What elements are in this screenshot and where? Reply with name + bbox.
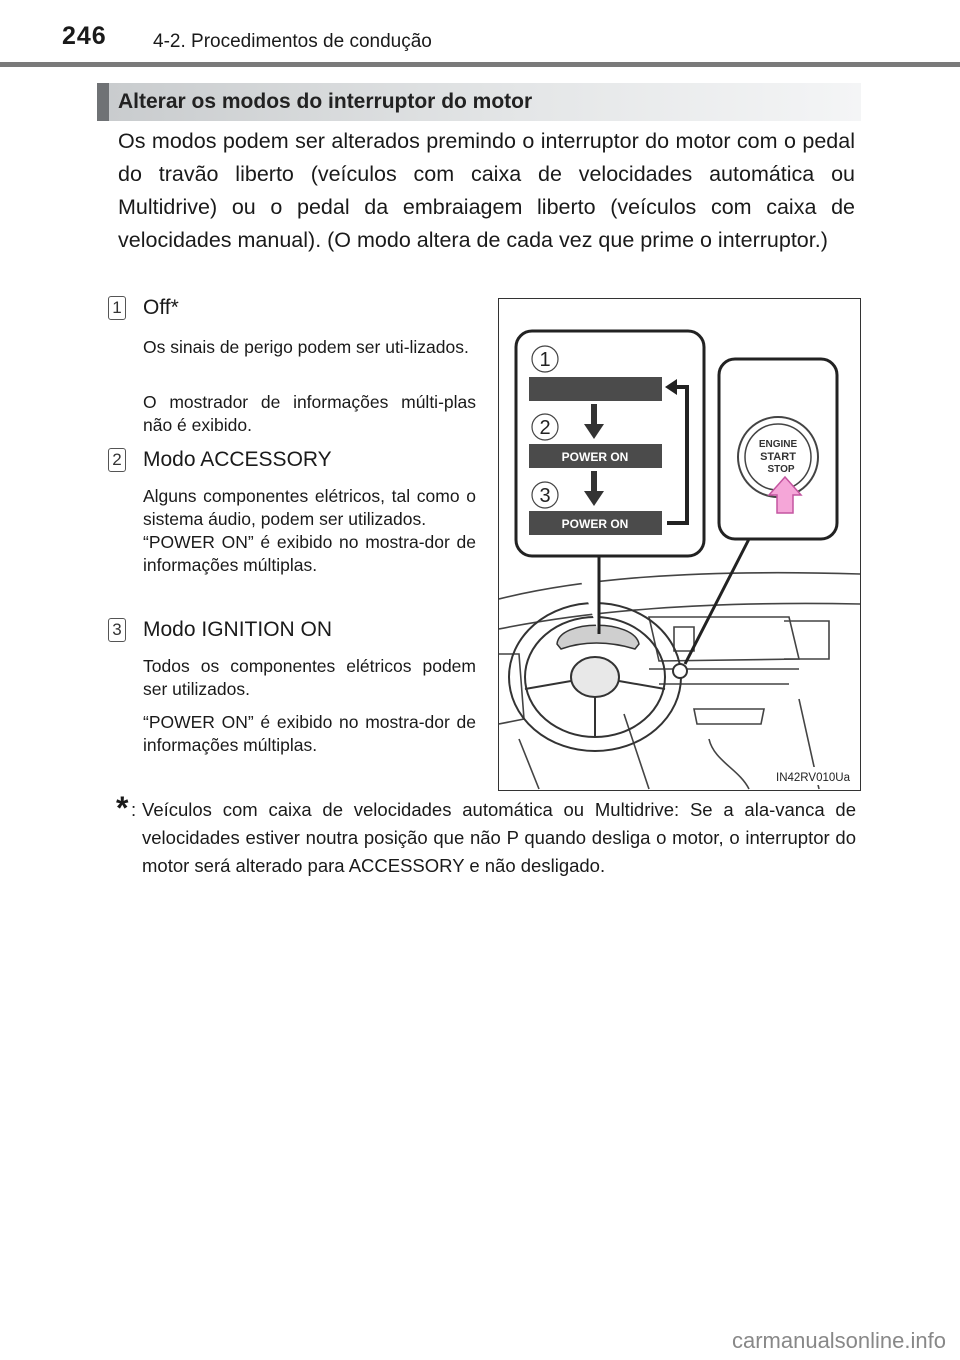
page-header (0, 0, 960, 70)
engine-switch-figure (498, 298, 861, 791)
figure-code: IN42RV010Ua (776, 772, 850, 784)
footnote (116, 790, 856, 880)
button-label-stop: STOP (767, 464, 795, 475)
item-number-3: 3 (108, 618, 126, 642)
dashboard-drawing (499, 573, 860, 789)
callout-number-2: 2 (539, 417, 551, 439)
section-title-bar (97, 83, 861, 121)
footnote-separator: : (131, 799, 137, 820)
callout-number-3: 3 (539, 485, 551, 507)
item-desc-1a: Os sinais de perigo podem ser uti-lizados. (143, 337, 469, 357)
display-bar-off (529, 377, 662, 401)
switch-location (673, 664, 687, 678)
display-label-ignition: POWER ON (561, 517, 629, 531)
button-label-engine: ENGINE (758, 439, 798, 450)
footnote-text: Veículos com caixa de velocidades automática ou Multidrive: Se a ala-vanca de velocidades estiver noutra posição que não P quando desliga o motor, o interruptor do motor será alterado para ACCESSORY e não desligado. (142, 799, 856, 876)
item-title-3: Modo IGNITION ON (143, 618, 333, 641)
item-title-2: Modo ACCESSORY (143, 448, 332, 471)
item-number-2: 2 (108, 448, 126, 472)
section-path: 4-2. Procedimentos de condução (153, 31, 432, 52)
site-watermark[interactable]: carmanualsonline.info (731, 1328, 946, 1353)
item-number-1: 1 (108, 296, 126, 320)
footnote-marker: * (116, 790, 129, 826)
item-desc-3a: Todos os componentes elétricos podem ser utilizados. (143, 656, 476, 699)
display-label-accessory: POWER ON (561, 450, 629, 464)
dashboard-illustration (499, 299, 860, 790)
header-divider (0, 62, 960, 67)
button-label-start: START (760, 451, 796, 463)
item-desc-1b: O mostrador de informações múlti-plas não é exibido. (143, 392, 476, 435)
item-desc-3b: “POWER ON” é exibido no mostra-dor de informações múltiplas. (143, 712, 476, 755)
callout-number-1: 1 (539, 349, 551, 371)
item-desc-2: Alguns componentes elétricos, tal como o sistema áudio, podem ser utilizados. “POWER ON” é exibido no mostra-dor de informações múltiplas. (143, 486, 476, 575)
page-number: 246 (62, 22, 107, 50)
callout-leader-switch (685, 539, 749, 664)
callout-leader-display (571, 552, 599, 634)
intro-paragraph: Os modos podem ser alterados premindo o interruptor do motor com o pedal do travão liberto (veículos com caixa de velocidades automática ou Multidrive) ou o pedal da embraiagem liberto (veículos com caixa de velocidades manual). (O modo altera de cada vez que prime o interruptor.) (118, 129, 855, 252)
item-title-1: Off* (143, 296, 179, 319)
section-title: Alterar os modos do interruptor do motor (118, 90, 533, 113)
